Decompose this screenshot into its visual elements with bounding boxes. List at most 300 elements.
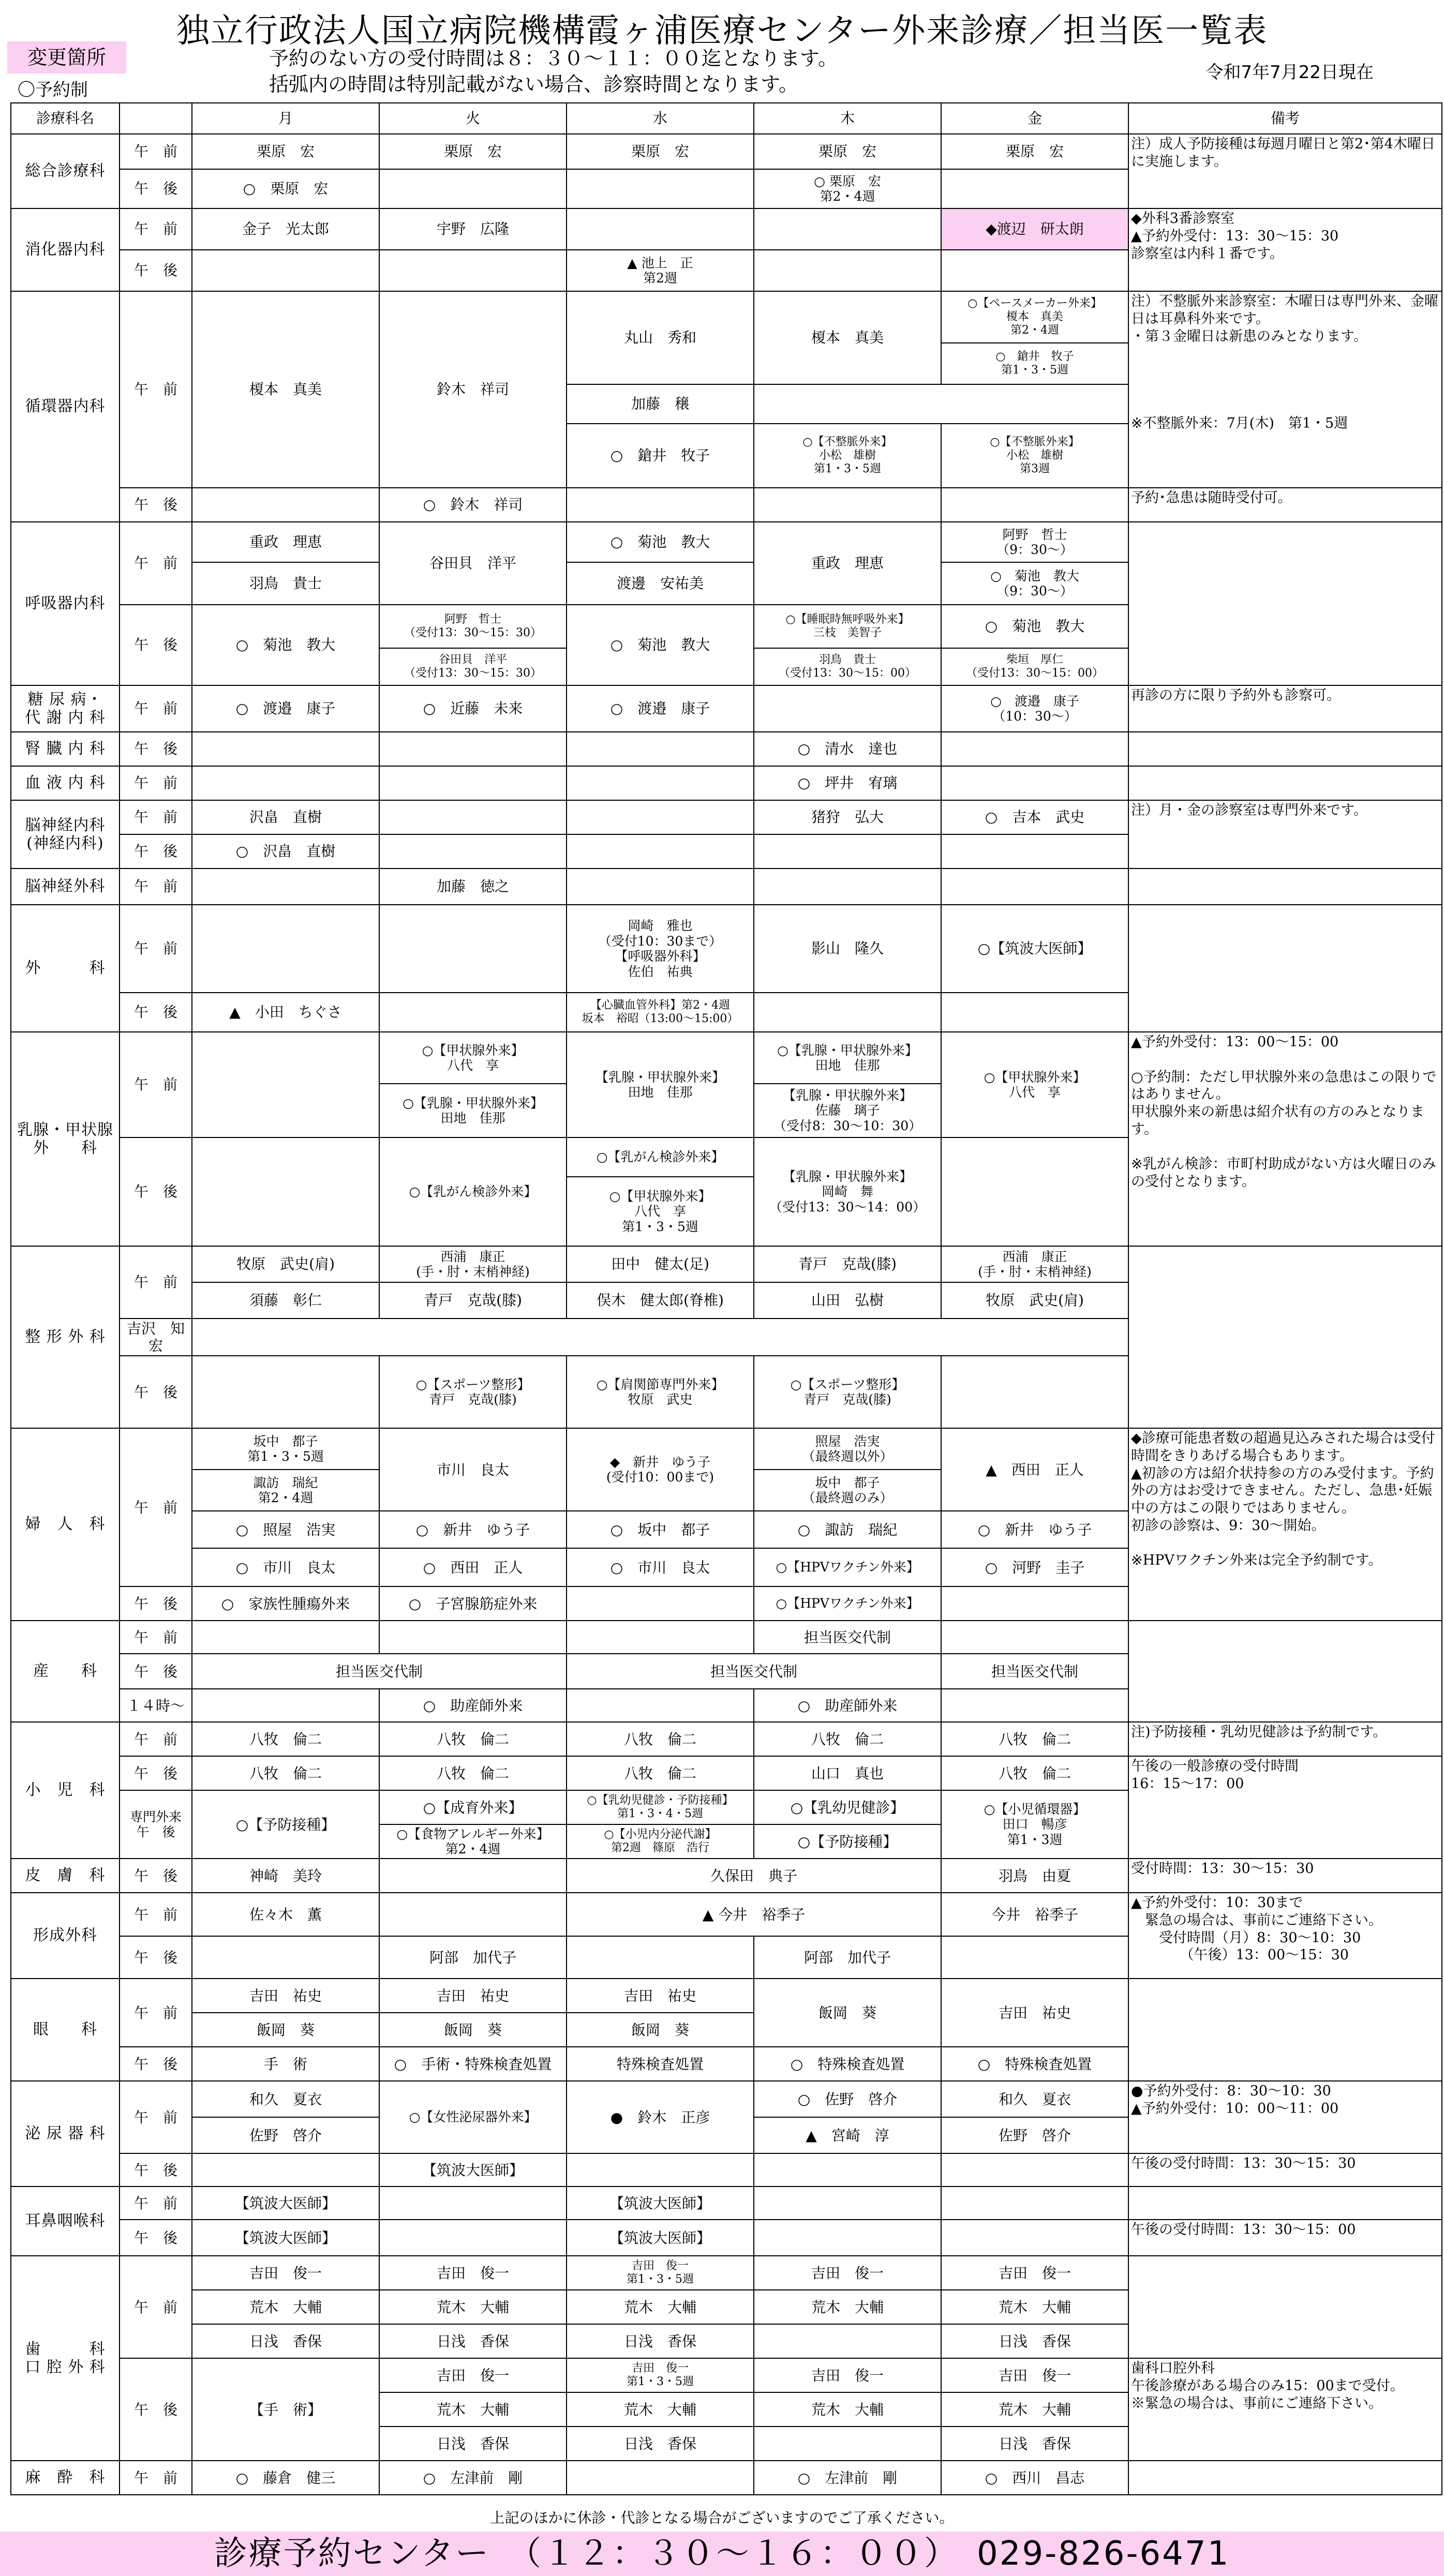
schedule-cell: 西浦 康正 (手・肘・末梢神経) — [379, 1246, 567, 1282]
schedule-cell: ○【筑波大医師】 — [941, 905, 1128, 993]
empty-cell — [379, 732, 567, 766]
remarks-cell: 注）成人予防接種は毎週月曜日と第2･第4木曜日に実施します。 — [1128, 134, 1442, 208]
schedule-cell: 吉田 祐史 — [941, 1979, 1128, 2047]
schedule-cell: ○ 鎗井 牧子 第1・3・5週 — [941, 343, 1128, 384]
schedule-cell: 吉田 俊一 — [941, 2256, 1128, 2290]
schedule-cell: 八牧 倫二 — [941, 1756, 1128, 1790]
empty-cell — [567, 2461, 754, 2495]
schedule-cell: 牧原 武史(肩) — [192, 1246, 379, 1282]
period-label: 午 前 — [120, 685, 192, 732]
schedule-cell: ○ 菊池 教大 — [192, 605, 379, 685]
schedule-cell: ▲ 宮崎 淳 — [754, 2117, 941, 2153]
period-label: 午 前 — [120, 1246, 192, 1319]
schedule-cell: ○【小児内分泌代謝】 第2週 篠原 浩行 — [567, 1824, 754, 1859]
schedule-cell: 飯岡 葵 — [754, 1979, 941, 2047]
schedule-cell: 日浅 香保 — [941, 2427, 1128, 2461]
empty-cell — [941, 169, 1128, 208]
schedule-cell: 【心臓血管外科】第2・4週 坂本 裕昭（13:00～15:00） — [567, 993, 754, 1032]
schedule-row — [11, 732, 1442, 766]
schedule-row — [11, 800, 1442, 834]
schedule-row — [11, 2081, 1442, 2117]
empty-cell — [941, 1356, 1128, 1428]
schedule-cell: ○【ペースメーカー外来】 榎本 真美 第2・4週 — [941, 291, 1128, 343]
empty-cell — [941, 1137, 1128, 1246]
schedule-cell: 坂中 都子 第1・3・5週 — [192, 1428, 379, 1470]
schedule-row — [11, 488, 1442, 522]
schedule-row — [11, 134, 1442, 169]
schedule-cell: 荒木 大輔 — [941, 2290, 1128, 2324]
schedule-cell: 渡邊 安祐美 — [567, 562, 754, 605]
schedule-cell: ○ 照屋 浩実 — [192, 1511, 379, 1548]
schedule-cell: 手 術 — [192, 2047, 379, 2081]
schedule-cell: ▲ 今井 裕季子 — [567, 1893, 941, 1936]
schedule-cell: ○ 新井 ゆう子 — [379, 1511, 567, 1548]
schedule-cell: 日浅 香保 — [379, 2324, 567, 2358]
remarks-cell — [1128, 905, 1442, 1032]
schedule-row — [11, 1621, 1442, 1654]
schedule-cell: ○【スポーツ整形】 青戸 克哉(膝) — [379, 1356, 567, 1428]
remarks-cell — [1128, 2256, 1442, 2358]
schedule-row — [11, 1032, 1442, 1084]
empty-cell — [120, 103, 192, 134]
remarks-cell: 予約･急患は随時受付可。 — [1128, 488, 1442, 522]
schedule-cell: 日浅 香保 — [567, 2427, 754, 2461]
period-label: 午 前 — [120, 766, 192, 800]
empty-cell — [754, 2186, 941, 2220]
schedule-cell: 神崎 美玲 — [192, 1859, 379, 1893]
empty-cell — [941, 488, 1128, 522]
department-name: 外 科 — [11, 905, 120, 1032]
empty-cell — [192, 732, 379, 766]
schedule-cell: ○【乳幼児健診・予防接種】 第1・3・4・5週 — [567, 1790, 754, 1824]
empty-cell — [567, 169, 754, 208]
schedule-cell: ○ 渡邉 康子 — [567, 685, 754, 732]
schedule-cell: 俣木 健太郎(脊椎) — [567, 1282, 754, 1319]
period-label: 午 前 — [120, 1893, 192, 1936]
schedule-row — [11, 766, 1442, 800]
schedule-row — [11, 2461, 1442, 2495]
empty-cell — [567, 208, 754, 250]
schedule-cell: ○【HPVワクチン外来】 — [754, 1586, 941, 1621]
schedule-cell: ○ 左津前 剛 — [754, 2461, 941, 2495]
period-label: 午 前 — [120, 2461, 192, 2495]
empty-cell — [754, 208, 941, 250]
empty-cell — [754, 488, 941, 522]
header-row — [11, 103, 1442, 134]
remarks-cell: ●予約外受付：8：30～10：30 ▲予約外受付：10：00～11：00 — [1128, 2081, 1442, 2153]
remarks-cell: ▲予約外受付：13：00～15：00 ○予約制：ただし甲状腺外来の急患はこの限りではありません。 甲状腺外来の新患は紹介状有の方のみとなります。 ※乳がん検診：市町村助成がない方は火曜日のみの受付となります。 — [1128, 1032, 1442, 1246]
department-name: 産 科 — [11, 1621, 120, 1722]
schedule-cell: 【手 術】 — [192, 2358, 379, 2461]
schedule-cell: 吉田 俊一 — [379, 2256, 567, 2290]
schedule-cell: 吉沢 知宏 — [120, 1319, 192, 1356]
remarks-cell: 注）不整脈外来診察室：木曜日は専門外来、金曜日は耳鼻科外来です。 ・第３金曜日は新患のみとなります。 ※不整脈外来：7月(木) 第1・5週 — [1128, 291, 1442, 488]
column-header: 木 — [754, 103, 941, 134]
period-label: 午 後 — [120, 2220, 192, 2256]
schedule-cell: ○ 菊池 教大 — [567, 522, 754, 562]
schedule-cell: ○ 近藤 未来 — [379, 685, 567, 732]
schedule-cell: 荒木 大輔 — [379, 2290, 567, 2324]
empty-cell — [567, 1936, 754, 1979]
schedule-cell: 佐々木 薫 — [192, 1893, 379, 1936]
empty-cell — [567, 1689, 754, 1722]
schedule-cell: ○ 佐野 啓介 — [754, 2081, 941, 2117]
department-name: 歯 科 口 腔 外 科 — [11, 2256, 120, 2461]
period-label: 午 後 — [120, 488, 192, 522]
remarks-cell — [1128, 1621, 1442, 1722]
schedule-cell: 青戸 克哉(膝) — [754, 1246, 941, 1282]
reservation-legend: 〇予約制 — [18, 80, 88, 100]
empty-cell — [567, 2153, 754, 2186]
schedule-cell: ○ 新井 ゆう子 — [941, 1511, 1128, 1548]
period-label: 午 前 — [120, 905, 192, 993]
period-label: 午 前 — [120, 1428, 192, 1586]
schedule-cell: 山田 弘樹 — [754, 1282, 941, 1319]
empty-cell — [379, 993, 567, 1032]
empty-cell — [192, 1689, 379, 1722]
schedule-row — [11, 1428, 1442, 1470]
schedule-row — [11, 208, 1442, 250]
department-name: 麻 酔 科 — [11, 2461, 120, 2495]
column-header: 水 — [567, 103, 754, 134]
empty-cell — [754, 993, 941, 1032]
schedule-cell: ○ 河野 圭子 — [941, 1548, 1128, 1586]
schedule-cell: 阿部 加代子 — [379, 1936, 567, 1979]
schedule-cell: 加藤 穣 — [567, 384, 754, 424]
schedule-row — [11, 2256, 1442, 2290]
period-label: 午 後 — [120, 2153, 192, 2186]
schedule-cell: ○【女性泌尿器外来】 — [379, 2081, 567, 2153]
schedule-row — [11, 905, 1442, 993]
period-label: 午 後 — [120, 169, 192, 208]
schedule-cell: 荒木 大輔 — [941, 2392, 1128, 2427]
schedule-cell: ▲ 小田 ちぐさ — [192, 993, 379, 1032]
schedule-row — [11, 2153, 1442, 2186]
schedule-cell: ○【睡眠時無呼吸外来】 三枝 美智子 — [754, 605, 941, 648]
schedule-cell: ○ 清水 達也 — [754, 732, 941, 766]
schedule-cell: ○ 市川 良太 — [567, 1548, 754, 1586]
empty-cell — [192, 1621, 379, 1654]
period-label: 午 後 — [120, 1859, 192, 1893]
empty-cell — [379, 250, 567, 291]
department-name: 消化器内科 — [11, 208, 120, 291]
empty-cell — [192, 1137, 379, 1246]
column-header: 備考 — [1128, 103, 1442, 134]
empty-cell — [567, 1621, 754, 1654]
column-header: 金 — [941, 103, 1128, 134]
schedule-cell: 八牧 倫二 — [567, 1722, 754, 1756]
period-label: 午 後 — [120, 1654, 192, 1689]
remarks-cell: ▲予約外受付：10：30まで 緊急の場合は、事前にご連絡下さい。 受付時間（月）8：30～10：30 （午後）13：00～15：30 — [1128, 1893, 1442, 1979]
schedule-cell: ○【不整脈外来】 小松 雄樹 第1・3・5週 — [754, 424, 941, 488]
schedule-cell: ◆渡辺 研太朗 — [941, 208, 1128, 250]
department-name: 泌 尿 器 科 — [11, 2081, 120, 2186]
period-label: 午 後 — [120, 1756, 192, 1790]
empty-cell — [941, 2186, 1128, 2220]
schedule-cell: ○【乳幼児健診】 — [754, 1790, 941, 1824]
schedule-cell: 飯岡 葵 — [567, 2013, 754, 2047]
schedule-cell: ○【成育外来】 — [379, 1790, 567, 1824]
department-name: 循環器内科 — [11, 291, 120, 522]
schedule-cell: 担当医交代制 — [567, 1654, 941, 1689]
period-label: 午 前 — [120, 134, 192, 169]
schedule-cell: 重政 理恵 — [754, 522, 941, 605]
schedule-cell: ○【甲状腺外来】 八代 享 — [379, 1032, 567, 1084]
empty-cell — [192, 1032, 379, 1137]
schedule-cell: 宇野 広隆 — [379, 208, 567, 250]
schedule-cell: 吉田 俊一 — [754, 2358, 941, 2392]
remarks-cell — [1128, 868, 1442, 905]
schedule-cell: ○ 市川 良太 — [192, 1548, 379, 1586]
schedule-cell: 栗原 宏 — [754, 134, 941, 169]
schedule-cell: ○ 子宮腺筋症外来 — [379, 1586, 567, 1621]
schedule-cell: 影山 隆久 — [754, 905, 941, 993]
schedule-cell: 須藤 彰仁 — [192, 1282, 379, 1319]
period-label: 午 前 — [120, 291, 192, 488]
schedule-cell: 【乳腺・甲状腺外来】 田地 佳那 — [567, 1032, 754, 1137]
schedule-cell: ○【乳腺・甲状腺外来】 田地 佳那 — [379, 1084, 567, 1137]
empty-cell — [192, 2153, 379, 2186]
schedule-cell: 阿野 哲士 （受付13：30～15：30） — [379, 605, 567, 648]
schedule-cell: 照屋 浩実 （最終週以外） — [754, 1428, 941, 1470]
empty-cell — [754, 834, 941, 868]
schedule-row — [11, 522, 1442, 562]
empty-cell — [754, 685, 941, 732]
schedule-cell: 吉田 祐史 — [192, 1979, 379, 2013]
schedule-cell: 【筑波大医師】 — [567, 2220, 754, 2256]
empty-cell — [567, 868, 754, 905]
department-name: 整 形 外 科 — [11, 1246, 120, 1428]
schedule-cell: 谷田貝 洋平 （受付13：30～15：30） — [379, 648, 567, 685]
department-name: 小 児 科 — [11, 1722, 120, 1859]
schedule-cell: 山口 真也 — [754, 1756, 941, 1790]
schedule-cell: 担当医交代制 — [192, 1654, 567, 1689]
period-label: 午 後 — [120, 732, 192, 766]
schedule-cell: 鈴木 祥司 — [379, 291, 567, 488]
schedule-cell: 阿野 哲士 （9：30～） — [941, 522, 1128, 562]
empty-cell — [567, 800, 754, 834]
period-label: 午 後 — [120, 2358, 192, 2461]
schedule-cell: 吉田 俊一 第1・3・5週 — [567, 2358, 754, 2392]
period-label: 午 後 — [120, 1356, 192, 1428]
schedule-row — [11, 2186, 1442, 2220]
empty-cell — [379, 169, 567, 208]
schedule-cell: 沢畠 直樹 — [192, 800, 379, 834]
schedule-cell: 荒木 大輔 — [192, 2290, 379, 2324]
schedule-cell: 阿部 加代子 — [754, 1936, 941, 1979]
schedule-cell: 佐野 啓介 — [192, 2117, 379, 2153]
schedule-cell: 重政 理恵 — [192, 522, 379, 562]
empty-cell — [192, 488, 379, 522]
schedule-cell: ○【乳がん検診外来】 — [379, 1137, 567, 1246]
schedule-cell: 佐野 啓介 — [941, 2117, 1128, 2153]
schedule-row — [11, 1979, 1442, 2013]
empty-cell — [567, 766, 754, 800]
schedule-cell: 榎本 真美 — [192, 291, 379, 488]
schedule-cell: 荒木 大輔 — [567, 2290, 754, 2324]
department-name: 脳神経外科 — [11, 868, 120, 905]
period-label: 午 後 — [120, 1137, 192, 1246]
empty-cell — [941, 834, 1128, 868]
schedule-cell: 【乳腺・甲状腺外来】 佐藤 璃子 （受付8：30～10：30） — [754, 1084, 941, 1137]
parenthesis-time-note: 括弧内の時間は特別記載がない場合、診察時間となります。 — [269, 73, 798, 96]
schedule-cell: 吉田 俊一 — [379, 2358, 567, 2392]
schedule-row — [11, 1893, 1442, 1936]
schedule-cell: 八牧 倫二 — [567, 1756, 754, 1790]
schedule-cell: 八牧 倫二 — [754, 1722, 941, 1756]
remarks-cell — [1128, 766, 1442, 800]
period-label: 午 後 — [120, 834, 192, 868]
empty-cell — [941, 1936, 1128, 1979]
schedule-cell: ● 鈴木 正彦 — [567, 2081, 754, 2153]
schedule-cell: 八牧 倫二 — [379, 1722, 567, 1756]
period-label: 午 後 — [120, 2047, 192, 2081]
period-label: 午 後 — [120, 993, 192, 1032]
period-label: 午 前 — [120, 868, 192, 905]
schedule-cell: 猪狩 弘大 — [754, 800, 941, 834]
schedule-cell: 飯岡 葵 — [379, 2013, 567, 2047]
remarks-cell: 歯科口腔外科 午後診療がある場合のみ15：00まで受付。 ※緊急の場合は、事前にご連絡下さい。 — [1128, 2358, 1442, 2461]
schedule-cell: 日浅 香保 — [567, 2324, 754, 2358]
schedule-cell: 牧原 武史(肩) — [941, 1282, 1128, 1319]
department-name: 呼吸器内科 — [11, 522, 120, 685]
schedule-cell: 市川 良太 — [379, 1428, 567, 1511]
period-label: 午 後 — [120, 605, 192, 685]
department-name: 眼 科 — [11, 1979, 120, 2081]
department-name: 総合診療科 — [11, 134, 120, 208]
schedule-table — [10, 102, 1442, 2495]
schedule-cell: 吉田 祐史 — [567, 1979, 754, 2013]
schedule-cell: 担当医交代制 — [754, 1621, 941, 1654]
empty-cell — [567, 1586, 754, 1621]
schedule-cell: ○【予防接種】 — [754, 1824, 941, 1859]
schedule-cell: ○ 渡邉 康子 （10：30～） — [941, 685, 1128, 732]
remarks-cell: 注）月・金の診察室は専門外来です。 — [1128, 800, 1442, 868]
schedule-cell: ○ 諏訪 瑞紀 — [754, 1511, 941, 1548]
schedule-cell: 田中 健太(足) — [567, 1246, 754, 1282]
schedule-cell: ◆ 新井 ゆう子 (受付10：00まで) — [567, 1428, 754, 1511]
schedule-row — [11, 1756, 1442, 1790]
schedule-cell: 担当医交代制 — [941, 1654, 1128, 1689]
schedule-cell: 丸山 秀和 — [567, 291, 754, 384]
schedule-cell: ○【不整脈外来】 小松 雄樹 第3週 — [941, 424, 1128, 488]
schedule-cell: 榎本 真美 — [754, 291, 941, 384]
department-name: 乳腺・甲状腺 外 科 — [11, 1032, 120, 1246]
column-header: 火 — [379, 103, 567, 134]
empty-cell — [379, 905, 567, 993]
schedule-cell: 八牧 倫二 — [192, 1756, 379, 1790]
schedule-cell: 飯岡 葵 — [192, 2013, 379, 2047]
empty-cell — [754, 2220, 941, 2256]
schedule-cell: 荒木 大輔 — [379, 2392, 567, 2427]
schedule-cell: 【筑波大医師】 — [567, 2186, 754, 2220]
empty-cell — [567, 834, 754, 868]
schedule-cell: 日浅 香保 — [379, 2427, 567, 2461]
empty-cell — [754, 868, 941, 905]
schedule-cell: ○【乳腺・甲状腺外来】 田地 佳那 — [754, 1032, 941, 1084]
period-label: 午 前 — [120, 1032, 192, 1137]
period-label: 午 前 — [120, 522, 192, 605]
empty-cell — [379, 834, 567, 868]
empty-cell — [754, 250, 941, 291]
schedule-cell: ○ 鈴木 祥司 — [379, 488, 567, 522]
schedule-cell: 羽鳥 由夏 — [941, 1859, 1128, 1893]
period-label: 午 前 — [120, 1722, 192, 1756]
schedule-row — [11, 1246, 1442, 1282]
schedule-cell: ○【甲状腺外来】 八代 享 第1・3・5週 — [567, 1177, 754, 1246]
empty-cell — [941, 2153, 1128, 2186]
schedule-cell: ▲ 池上 正 第2週 — [567, 250, 754, 291]
as-of-date: 令和7年7月22日現在 — [1205, 62, 1374, 83]
schedule-row — [11, 1859, 1442, 1893]
remarks-cell: ◆診療可能患者数の超過見込みされた場合は受付時間をきりあげる場合もあります。 ▲初診の方は紹介状持参の方のみ受付ます。予約外の方はお受けできません。ただし、急患･妊娠中の方はこの限りではありません。 初診の診察は、9：30～開始。 ※HPVワクチン外来は完全予約制です。 — [1128, 1428, 1442, 1621]
schedule-cell: ○ 左津前 剛 — [379, 2461, 567, 2495]
remarks-cell: 午後の受付時間：13：30～15：30 — [1128, 2153, 1442, 2186]
schedule-cell: ○ 栗原 宏 第2・4週 — [754, 169, 941, 208]
schedule-cell: ○【予防接種】 — [192, 1790, 379, 1859]
schedule-cell: ○ 坪井 宥璃 — [754, 766, 941, 800]
schedule-cell: ○【HPVワクチン外来】 — [754, 1548, 941, 1586]
remarks-cell — [1128, 2461, 1442, 2495]
remarks-cell: 注)予防接種・乳幼児健診は予約制です。 — [1128, 1722, 1442, 1756]
schedule-cell: ○ 坂中 都子 — [567, 1511, 754, 1548]
schedule-cell: 栗原 宏 — [192, 134, 379, 169]
remarks-cell — [1128, 1979, 1442, 2081]
schedule-row — [11, 2358, 1442, 2392]
schedule-cell: 今井 裕季子 — [941, 1893, 1128, 1936]
schedule-cell: 吉田 俊一 第1・3・5週 — [567, 2256, 754, 2290]
schedule-cell: ○ 西川 昌志 — [941, 2461, 1128, 2495]
empty-cell — [379, 1621, 567, 1654]
period-label: 午 前 — [120, 208, 192, 250]
empty-cell — [941, 2220, 1128, 2256]
empty-cell — [941, 1689, 1128, 1722]
period-label: 午 前 — [120, 1621, 192, 1654]
schedule-cell: 加藤 徳之 — [379, 868, 567, 905]
schedule-cell: 荒木 大輔 — [754, 2392, 941, 2427]
period-label: 午 前 — [120, 2186, 192, 2220]
schedule-cell: 【乳腺・甲状腺外来】 岡崎 舞 （受付13：30～14：00） — [754, 1137, 941, 1246]
period-label: 午 後 — [120, 250, 192, 291]
remarks-cell — [1128, 732, 1442, 766]
schedule-cell: 荒木 大輔 — [567, 2392, 754, 2427]
schedule-cell: ○ 菊池 教大 — [941, 605, 1128, 648]
schedule-cell: ○ 家族性腫瘍外来 — [192, 1586, 379, 1621]
empty-cell — [379, 1893, 567, 1936]
schedule-cell: 吉田 俊一 — [941, 2358, 1128, 2392]
schedule-row — [11, 1722, 1442, 1756]
department-name: 形成外科 — [11, 1893, 120, 1979]
period-label: 午 後 — [120, 1936, 192, 1979]
schedule-cell: ○ 助産師外来 — [379, 1689, 567, 1722]
empty-cell — [941, 993, 1128, 1032]
schedule-cell: ○ 菊池 教大 （9：30～） — [941, 562, 1128, 605]
period-label: １４時～ — [120, 1689, 192, 1722]
schedule-row — [11, 291, 1442, 343]
schedule-cell: ○【乳がん検診外来】 — [567, 1137, 754, 1177]
schedule-cell: 【筑波大医師】 — [379, 2153, 567, 2186]
schedule-cell: ○【甲状腺外来】 八代 享 — [941, 1032, 1128, 1137]
remarks-cell: 午後の一般診療の受付時間 16：15～17：00 — [1128, 1756, 1442, 1859]
schedule-cell: 栗原 宏 — [379, 134, 567, 169]
period-label: 午 前 — [120, 2256, 192, 2358]
empty-cell — [192, 905, 379, 993]
schedule-cell: 吉田 俊一 — [754, 2256, 941, 2290]
department-name: 血 液 内 科 — [11, 766, 120, 800]
schedule-cell: ○ 渡邉 康子 — [192, 685, 379, 732]
empty-cell — [567, 488, 754, 522]
changed-legend-badge: 変更箇所 — [7, 41, 126, 73]
